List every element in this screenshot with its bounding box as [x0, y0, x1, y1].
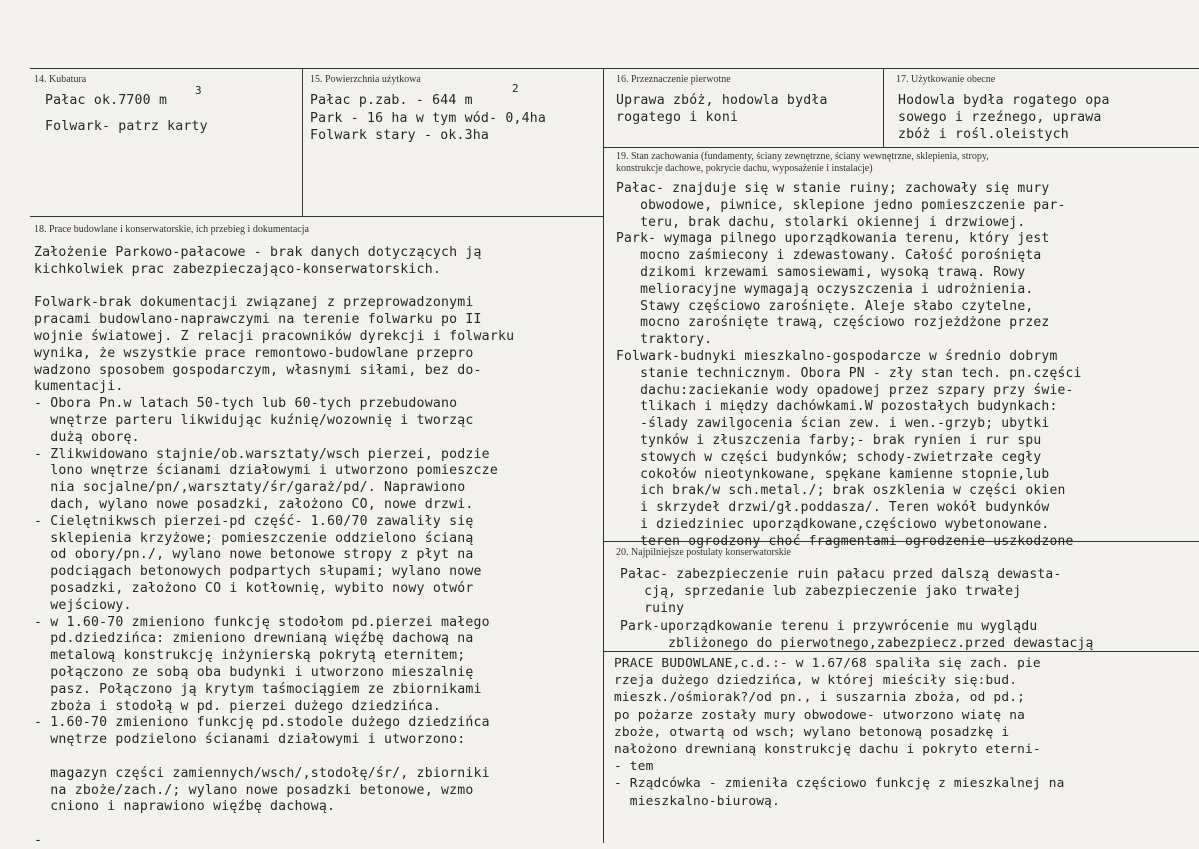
section18-line: nia socjalne/pn/,warsztaty/śr/garaż/pd/. Naprawiono — [34, 480, 466, 496]
continuation-line: rzeja dużego dziedzińca, w której mieściły się:bud. — [614, 673, 1018, 689]
section19-line: melioracyjne wymagają oczyszczenia i udrożnienia. — [616, 281, 1034, 297]
section18-line: magazyn części zamiennych/wsch/,stodołę/śr/, zbiorniki — [34, 765, 490, 781]
section20-line: Park-uporządkowanie terenu i przywrócenie mu wyglądu — [620, 618, 1038, 634]
section19-line: tynków i złuszczenia farby;- brak rynien i rur spu — [616, 433, 1042, 448]
section-15-line-2: Park - 16 ha w tym wód- 0,4ha — [310, 111, 547, 126]
section18-line: kumentacji. — [34, 379, 124, 395]
continuation-line: PRACE BUDOWLANE,c.d.:- w 1.67/68 spaliła się zach. pie — [614, 656, 1041, 671]
section19-line: dzikomi krzewami samosiewami, wysoką trawą. Rowy — [616, 265, 1026, 280]
section-15-label: 15. Powierzchnia użytkowa — [310, 74, 421, 85]
section-19-label-cont: konstrukcje dachowe, pokrycie dachu, wyposażenie i instalacje) — [616, 163, 873, 174]
section18-line: połączono ze sobą oba budynki i utworzono mieszalnię — [34, 665, 474, 680]
section18-line: wnętrze parteru likwidując kuźnię/wozownię i tworząc — [34, 413, 474, 428]
section19-line: tlikach i między dachówkami.W pozostałych budynkach: — [616, 399, 1058, 415]
divider-16-17 — [883, 68, 884, 147]
section18-line: Folwark-brak dokumentacji związanej z przeprowadzonymi — [34, 295, 474, 311]
continuation-line: mieszk./ośmiorak?/od pn., i suszarnia zboża, od pd.; — [614, 690, 1026, 706]
section-17-line: Hodowla bydła rogatego opa — [898, 93, 1110, 108]
section18-line: - — [34, 833, 43, 848]
section18-line: wnętrze podzielono ścianami działowymi i utworzono: — [34, 732, 466, 748]
section18-line: - w 1.60-70 zmieniono funkcję stodołom pd.pierzei małego — [34, 614, 490, 630]
section19-line: dachu:zaciekanie wody opadowej przez szpary przy świe- — [616, 382, 1074, 398]
section20-line: ruiny — [620, 601, 685, 617]
continuation-line: - Rządcówka - zmieniła częściowo funkcję z mieszkalnej na — [614, 776, 1065, 792]
section19-line: -ślady zawilgocenia ścian zew. i wen.-grzyb; ubytki — [616, 416, 1050, 432]
section-14-line-2: Folwark- patrz karty — [45, 119, 208, 134]
continuation-line: nałożono drewnianą konstrukcję dachu i pokryto eterni- — [614, 742, 1041, 757]
section20-line: cją, sprzedanie lub zabezpieczenie jako trwałej — [620, 584, 1022, 600]
section18-line: Założenie Parkowo-pałacowe - brak danych dotyczących ją — [34, 245, 482, 260]
section-15-superscript: 2 — [512, 82, 519, 95]
divider-15-16 — [603, 68, 604, 843]
continuation-line: zboże, otwartą od wsch; wylano betonową posadzkę i — [614, 724, 1010, 740]
section19-line: i dziedziniec uporządkowane,częściowo wybetonowane. — [616, 517, 1050, 532]
section19-line: i skrzydeł drzwi/gł.poddasza/. Teren wokół budynków — [616, 500, 1050, 516]
section-14-label: 14. Kubatura — [34, 74, 87, 85]
section18-line: metalową konstrukcję inżynierską pokrytą eternitem; — [34, 648, 466, 664]
section18-line: pd.dziedzińca: zmieniono drewnianą więźbę dachową na — [34, 631, 474, 647]
section18-line: sklepienia krzyżowe; pomieszczenie oddzielono ścianą — [34, 530, 474, 546]
section18-line: - Obora Pn.w latach 50-tych lub 60-tych przebudowano — [34, 396, 458, 412]
divider-above-18 — [30, 216, 603, 217]
section-17-line: zbóż i rośl.oleistych — [898, 127, 1069, 142]
section18-line: podciągach betonowych podpartych słupami; wylano nowe — [34, 564, 482, 580]
section19-line: mocno zarośnięte trawą, częściowo rozjeżdżone przez — [616, 315, 1050, 331]
section19-line: traktory. — [616, 332, 713, 348]
section-14-superscript: 3 — [195, 84, 202, 97]
section-16-line: Uprawa zbóż, hodowla bydła — [616, 93, 828, 108]
section19-line: ich brak/w sch.metal./; brak oszklenia w części okien — [616, 483, 1066, 499]
section18-line: wynika, że wszystkie prace remontowo-budowlane przepro — [34, 345, 474, 361]
continuation-line: po pożarze zostały mury obwodowe- utworzono wiatę na — [614, 707, 1026, 723]
section18-line: lono wnętrze ścianami działowymi i utworzono pomieszcze — [34, 463, 498, 479]
section-17-line: sowego i rzeźnego, uprawa — [898, 110, 1102, 125]
section18-line: na zboże/zach./; wylano nowe posadzki betonowe, wzmo — [34, 782, 474, 798]
section-18-label: 18. Prace budowlane i konserwatorskie, ich przebieg i dokumentacja — [34, 224, 309, 235]
section18-line: wadzono sposobem gospodarczym, własnymi siłami, bez do- — [34, 362, 482, 378]
section-17-label: 17. Użytkowanie obecne — [896, 74, 996, 85]
section-16-label: 16. Przeznaczenie pierwotne — [616, 74, 731, 85]
section19-line: Folwark-budnyki mieszkalno-gospodarcze w średnio dobrym — [616, 349, 1058, 364]
section19-line: obwodowe, piwnice, sklepione jedno pomieszczenie par- — [616, 197, 1066, 213]
section18-line: wojnie światowej. Z relacji pracowników dyrekcji i folwarku — [34, 329, 515, 344]
section18-line: pracami budowlano-naprawczymi na terenie folwarku po II — [34, 312, 482, 328]
section-19-label: 19. Stan zachowania (fundamenty, ściany zewnętrzne, ściany wewnętrzne, sklepienia, stropy, — [616, 151, 989, 162]
section-20-label: 20. Najpilniejsze postulaty konserwatorskie — [616, 547, 791, 558]
section18-line: dużą oborę. — [34, 429, 140, 445]
section19-line: stowych w części budynków; schody-zwietrzałe cegły — [616, 449, 1042, 465]
section20-line: zbliżonego do pierwotnego,zabezpiecz.przed dewastacją — [620, 635, 1094, 651]
section19-line: Pałac- znajduje się w stanie ruiny; zachowały się mury — [616, 181, 1050, 196]
section18-line: kichkolwiek prac zabezpieczająco-konserwatorskich. — [34, 261, 441, 277]
section-15-line-1: Pałac p.zab. - 644 m — [310, 93, 473, 108]
section18-line: pasz. Połączono ją krytym taśmociągiem ze zbiornikami — [34, 681, 482, 697]
section-15-line-3: Folwark stary - ok.3ha — [310, 128, 490, 143]
continuation-line: mieszkalno-biurową. — [614, 793, 780, 809]
section20-line: Pałac- zabezpieczenie ruin pałacu przed dalszą dewasta- — [620, 567, 1062, 582]
section18-line: - Cielętnikwsch pierzei-pd część- 1.60/70 zawaliły się — [34, 513, 474, 529]
section-16-line: rogatego i koni — [616, 110, 739, 125]
section-14-line-1: Pałac ok.7700 m — [45, 93, 168, 108]
section18-line: cniono i naprawiono więźbę dachową. — [34, 799, 336, 815]
section19-line: teren ogrodzony choć fragmentami ogrodzenie uszkodzone — [616, 533, 1074, 549]
divider-14-15 — [302, 68, 303, 216]
top-border — [30, 68, 1199, 69]
section19-line: Park- wymaga pilnego uporządkowania terenu, który jest — [616, 231, 1050, 247]
section19-line: Stawy częściowo zarośnięte. Aleje słabo czytelne, — [616, 298, 1034, 314]
section19-line: mocno zaśmiecony i zdewastowany. Całość porośnięta — [616, 248, 1042, 264]
section18-line: posadzki, założono CO i kotłownię, wybito nowy otwór — [34, 581, 474, 596]
section19-line: stanie technicznym. Obora PN - zły stan tech. pn.części — [616, 365, 1082, 381]
continuation-line: - tem — [614, 759, 654, 775]
section18-line: od obory/pn./, wylano nowe betonowe stropy z płyt na — [34, 547, 474, 563]
section18-line: - Zlikwidowano stajnie/ob.warsztaty/wsch pierzei, podzie — [34, 446, 490, 462]
section19-line: teru, brak dachu, stolarki okiennej i drzwiowej. — [616, 214, 1026, 230]
section19-line: cokołów nieotynkowane, spękane kamienne stopnie,lub — [616, 466, 1050, 482]
section18-line: wejściowy. — [34, 597, 132, 613]
section18-line: dach, wylano nowe posadzki, założono CO, nowe drzwi. — [34, 497, 474, 512]
section18-line: - 1.60-70 zmieniono funkcję pd.stodole dużego dziedzińca — [34, 715, 490, 731]
section18-line: zboża i stodołą w pd. pierzei dużego dziedzińca. — [34, 698, 441, 714]
divider-above-19 — [603, 147, 1199, 148]
